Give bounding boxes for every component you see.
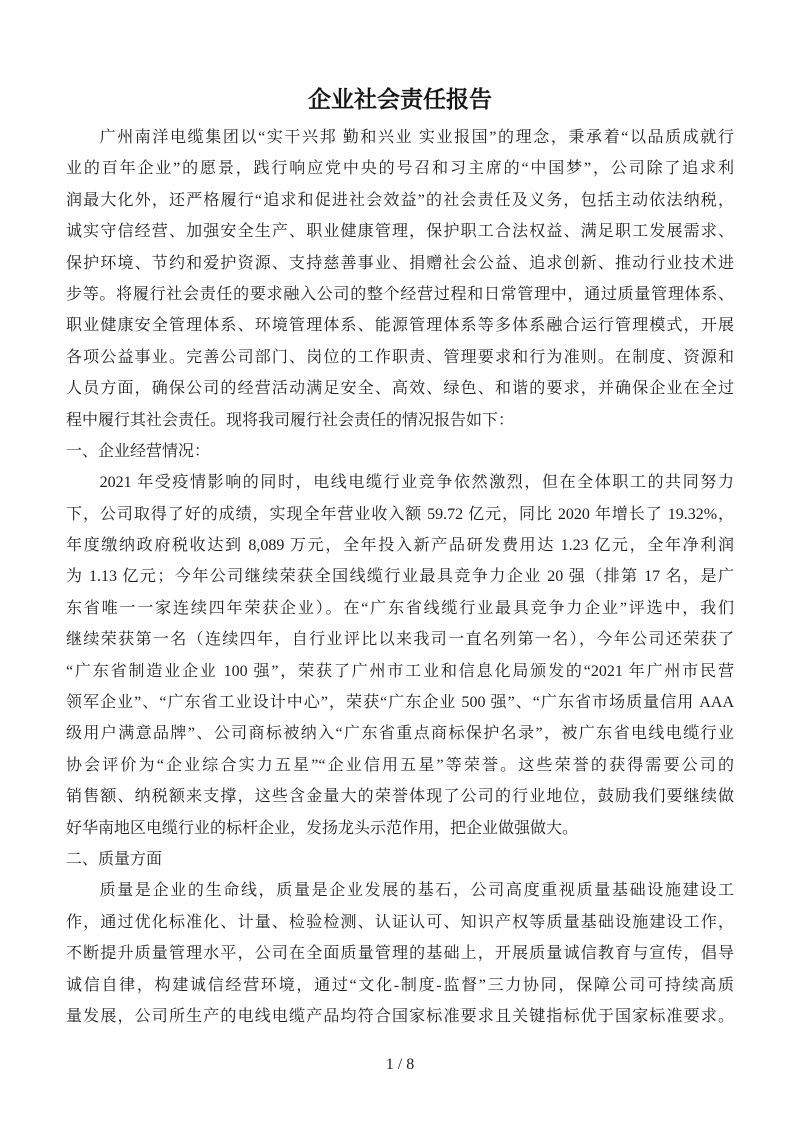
paragraph-line: 销售额、纳税额来支撑，这些含金量大的荣誉体现了公司的行业地位，鼓励我们要继续做 [66,788,734,806]
paragraph-line: 为 1.13 亿元；今年公司继续荣获全国线缆行业最具竞争力企业 20 强（排第 17 名，是广 [66,568,734,586]
paragraph-line: 步等。将履行社会责任的要求融入公司的整个经营过程和日常管理中，通过质量管理体系、 [66,285,734,303]
paragraph-line: 业的百年企业”的愿景，践行响应党中央的号召和习主席的“中国梦”，公司除了追求利 [66,160,734,178]
paragraph-line: 年度缴纳政府税收达到 8,089 万元，全年投入新产品研发费用达 1.23 亿元，全年净利润 [66,537,734,555]
paragraph-line: 润最大化外，还严格履行“追求和促进社会效益”的社会责任及义务，包括主动依法纳税， [66,191,734,209]
paragraph-line: 不断提升质量管理水平，公司在全面质量管理的基础上，开展质量诚信教育与宣传，倡导 [66,945,734,963]
paragraph-line: 量发展，公司所生产的电线电缆产品均符合国家标准要求且关键指标优于国家标准要求。 [66,1007,734,1025]
section-heading: 一、企业经营情况： [66,442,211,460]
paragraph-line: 诚实守信经营、加强安全生产、职业健康管理，保护职工合法权益、满足职工发展需求、 [66,223,734,241]
paragraph-line: 保护环境、节约和爱护资源、支持慈善事业、捐赠社会公益、追求创新、推动行业技术进 [66,254,734,272]
paragraph-line: 2021 年受疫情影响的同时，电线电缆行业竞争依然激烈，但在全体职工的共同努力 [99,474,734,492]
paragraph-line: 人员方面，确保公司的经营活动满足安全、高效、绿色、和谐的要求，并确保企业在全过 [66,380,734,398]
document-body [66,122,734,1032]
paragraph-line: 广州南洋电缆集团以“实干兴邦 勤和兴业 实业报国”的理念，秉承着“以品质成就行 [99,129,734,146]
paragraph-line: 领军企业”、“广东省工业设计中心”，荣获“广东企业 500 强”、“广东省市场质量信用 AAA [66,694,734,712]
paragraph-line: 作，通过优化标准化、计量、检验检测、认证认可、知识产权等质量基础设施建设工作， [66,913,734,931]
paragraph-line: 程中履行其社会责任。现将我司履行社会责任的情况报告如下： [66,411,515,429]
paragraph-line: 级用户满意品牌”、公司商标被纳入“广东省重点商标保护名录”，被广东省电线电缆行业 [66,725,734,743]
paragraph-line: 好华南地区电缆行业的标杆企业，发扬龙头示范作用，把企业做强做大。 [66,819,579,837]
paragraph-line: 继续荣获第一名（连续四年，自行业评比以来我司一直名列第一名），今年公司还荣获了 [66,631,734,649]
section-heading: 二、质量方面 [66,850,163,868]
paragraph-line: 协会评价为“企业综合实力五星”“企业信用五星”等荣誉。这些荣誉的获得需要公司的 [66,756,734,774]
paragraph-line: 下，公司取得了好的成绩，实现全年营业收入额 59.72 亿元，同比 2020 年增长了 19.32%， [66,505,734,523]
paragraph-line: 质量是企业的生命线，质量是企业发展的基石，公司高度重视质量基础设施建设工 [99,882,734,900]
paragraph-line: 职业健康安全管理体系、环境管理体系、能源管理体系等多体系融合运行管理模式，开展 [66,317,734,335]
paragraph-line: 东省唯一一家连续四年荣获企业）。在“广东省线缆行业最具竞争力企业”评选中，我们 [66,599,734,617]
paragraph-line: 各项公益事业。完善公司部门、岗位的工作职责、管理要求和行为准则。在制度、资源和 [66,348,734,366]
document-title: 企业社会责任报告 [308,87,492,112]
paragraph-line: “广东省制造业企业 100 强”，荣获了广州市工业和信息化局颁发的“2021 年广州市民营 [66,662,734,680]
page-number: 1 / 8 [385,1056,415,1073]
paragraph-line: 诚信自律，构建诚信经营环境，通过“文化-制度-监督”三力协同，保障公司可持续高质 [66,976,734,994]
